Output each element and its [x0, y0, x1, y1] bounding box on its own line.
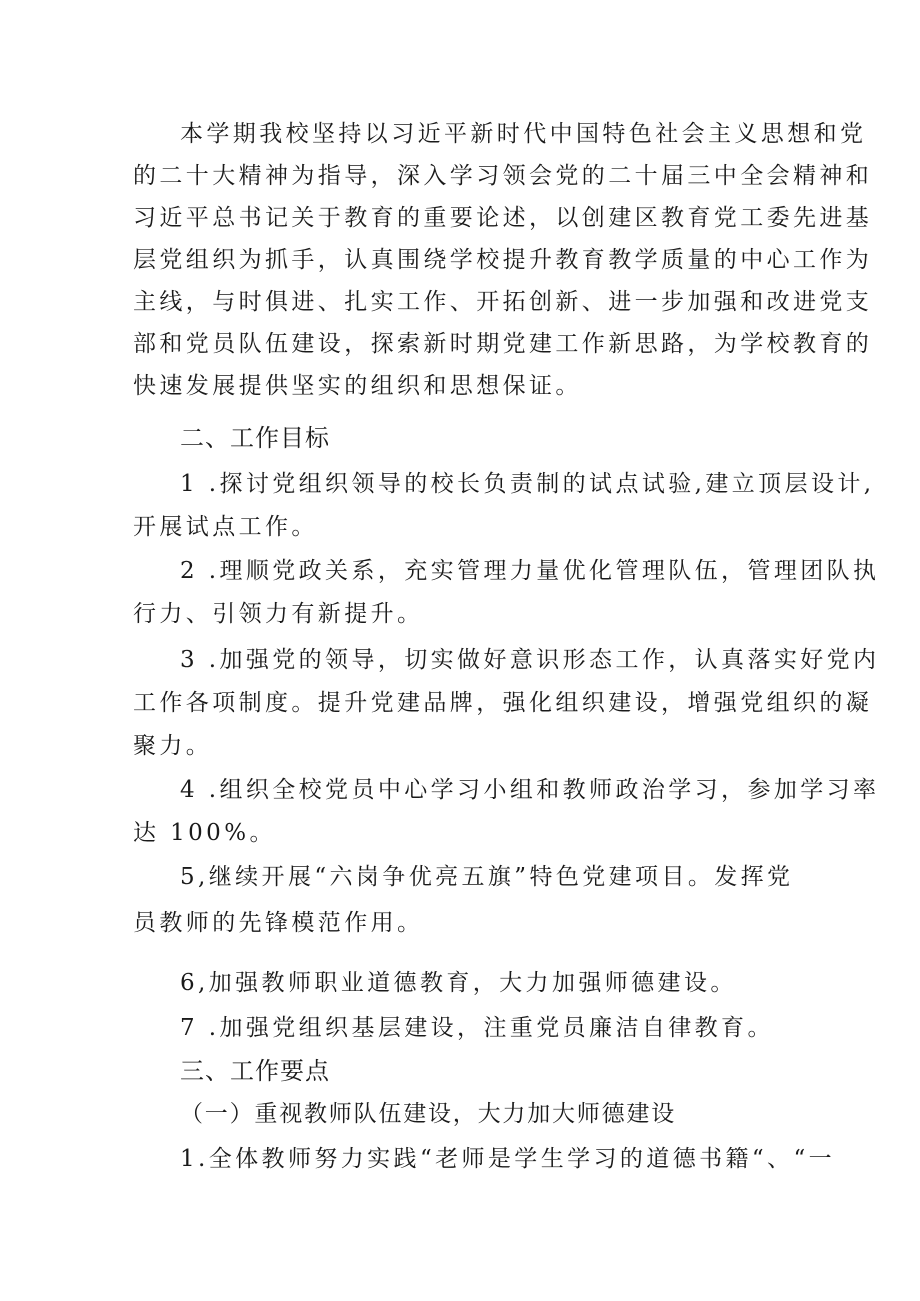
goal-item-4-line-2: 达 100%。 — [133, 820, 276, 846]
goal-item-3-line-3: 聚力。 — [133, 733, 213, 759]
section3-heading: 三、工作要点 — [180, 1057, 330, 1085]
key-point-1-line-1: 1.全体教师努力实践“老师是学生学习的道德书籍“、“一 — [180, 1146, 836, 1172]
intro-line-5: 主线，与时俱进、扎实工作、开拓创新、进一步加强和改进党支 — [133, 289, 873, 315]
intro-line-1: 本学期我校坚持以习近平新时代中国特色社会主义思想和党 — [180, 121, 867, 147]
goal-item-2-line-2: 行力、引领力有新提升。 — [133, 601, 424, 627]
goal-item-5-line-2: 员教师的先锋模范作用。 — [133, 910, 424, 936]
intro-line-6: 部和党员队伍建设，探索新时期党建工作新思路，为学校教育的 — [133, 331, 873, 357]
goal-item-1-line-1: 1 .探讨党组织领导的校长负责制的试点试验,建立顶层设计, — [180, 471, 875, 497]
goal-item-1-line-2: 开展试点工作。 — [133, 514, 318, 540]
goal-item-6: 6,加强教师职业道德教育，大力加强师德建设。 — [180, 970, 737, 996]
goal-item-3-line-1: 3 .加强党的领导，切实做好意识形态工作，认真落实好党内 — [180, 647, 880, 673]
goal-item-2-line-1: 2 .理顺党政关系，充实管理力量优化管理队伍，管理团队执 — [180, 558, 880, 584]
intro-line-3: 习近平总书记关于教育的重要论述，以创建区教育党工委先进基 — [133, 205, 873, 231]
goal-item-7: 7 .加强党组织基层建设，注重党员廉洁自律教育。 — [180, 1015, 774, 1041]
intro-line-4: 层党组织为抓手，认真围绕学校提升教育教学质量的中心工作为 — [133, 247, 873, 273]
section3-subheading: （一）重视教师队伍建设，大力加大师德建设 — [180, 1101, 676, 1127]
goal-item-3-line-2: 工作各项制度。提升党建品牌，强化组织建设，增强党组织的凝 — [133, 690, 873, 716]
section2-heading: 二、工作目标 — [180, 424, 330, 452]
goal-item-4-line-1: 4 .组织全校党员中心学习小组和教师政治学习，参加学习率 — [180, 777, 880, 803]
intro-line-7: 快速发展提供坚实的组织和思想保证。 — [133, 373, 582, 399]
intro-line-2: 的二十大精神为指导，深入学习领会党的二十届三中全会精神和 — [133, 163, 873, 189]
goal-item-5-line-1: 5,继续开展“六岗争优亮五旗”特色党建项目。发挥党 — [180, 864, 794, 890]
